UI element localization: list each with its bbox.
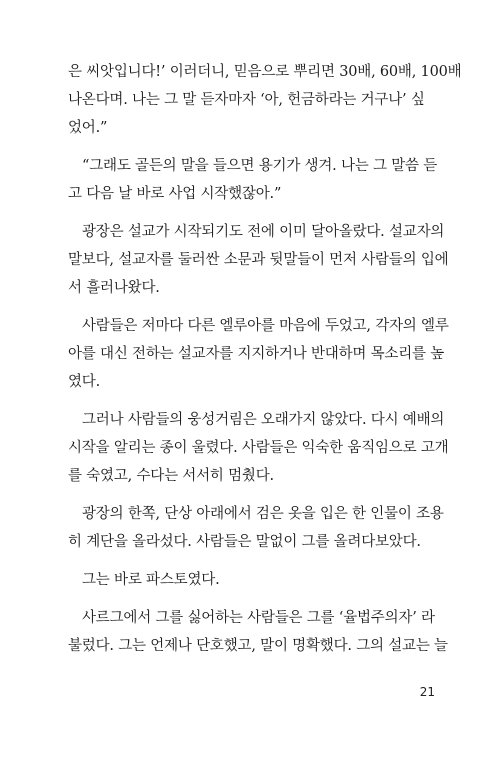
page-number: 21 bbox=[419, 685, 435, 699]
text-line: 서 흘러나왔다. bbox=[68, 280, 160, 296]
text-line: 를 숙였고, 수다는 서서히 멈췄다. bbox=[68, 468, 274, 484]
paragraph-start-line: 그러나 사람들의 웅성거림은 오래가지 않았다. 다시 예배의 bbox=[82, 412, 445, 428]
text-line: 말보다, 설교자를 둘러싼 소문과 뒷말들이 먼저 사람들의 입에 bbox=[68, 252, 449, 268]
text-line: 고 다음 날 바로 사업 시작했잖아.” bbox=[68, 186, 282, 202]
text-line: 었어.” bbox=[68, 120, 108, 136]
paragraph-start-line: 그는 바로 파스토였다. bbox=[82, 572, 220, 588]
paragraph-start-line: 광장은 설교가 시작되기도 전에 이미 달아올랐다. 설교자의 bbox=[82, 224, 445, 240]
text-line: 히 계단을 올라섰다. 사람들은 말없이 그를 올려다보았다. bbox=[68, 534, 421, 550]
paragraph-start-line: “그래도 골든의 말을 들으면 용기가 생겨. 나는 그 말씀 듣 bbox=[82, 158, 438, 174]
text-line: 불렀다. 그는 언제나 단호했고, 말이 명확했다. 그의 설교는 늘 bbox=[68, 638, 448, 654]
text-line: 였다. bbox=[68, 374, 101, 390]
paragraph-start-line: 사르그에서 그를 싫어하는 사람들은 그를 ‘율법주의자’ 라 bbox=[82, 610, 435, 626]
paragraph-start-line: 광장의 한쪽, 단상 아래에서 검은 옷을 입은 한 인물이 조용 bbox=[82, 506, 444, 522]
text-line: 은 씨앗입니다!’ 이러더니, 믿음으로 뿌리면 30배, 60배, 100배 bbox=[68, 64, 462, 80]
text-line: 아를 대신 전하는 설교자를 지지하거나 반대하며 목소리를 높 bbox=[68, 346, 445, 362]
text-line: 나온다며. 나는 그 말 듣자마자 ‘아, 헌금하라는 거구나’ 싶 bbox=[68, 92, 425, 108]
text-line: 시작을 알리는 종이 울렸다. 사람들은 익숙한 움직임으로 고개 bbox=[68, 440, 449, 456]
paragraph-start-line: 사람들은 저마다 다른 엘루아를 마음에 두었고, 각자의 엘루 bbox=[82, 318, 449, 334]
